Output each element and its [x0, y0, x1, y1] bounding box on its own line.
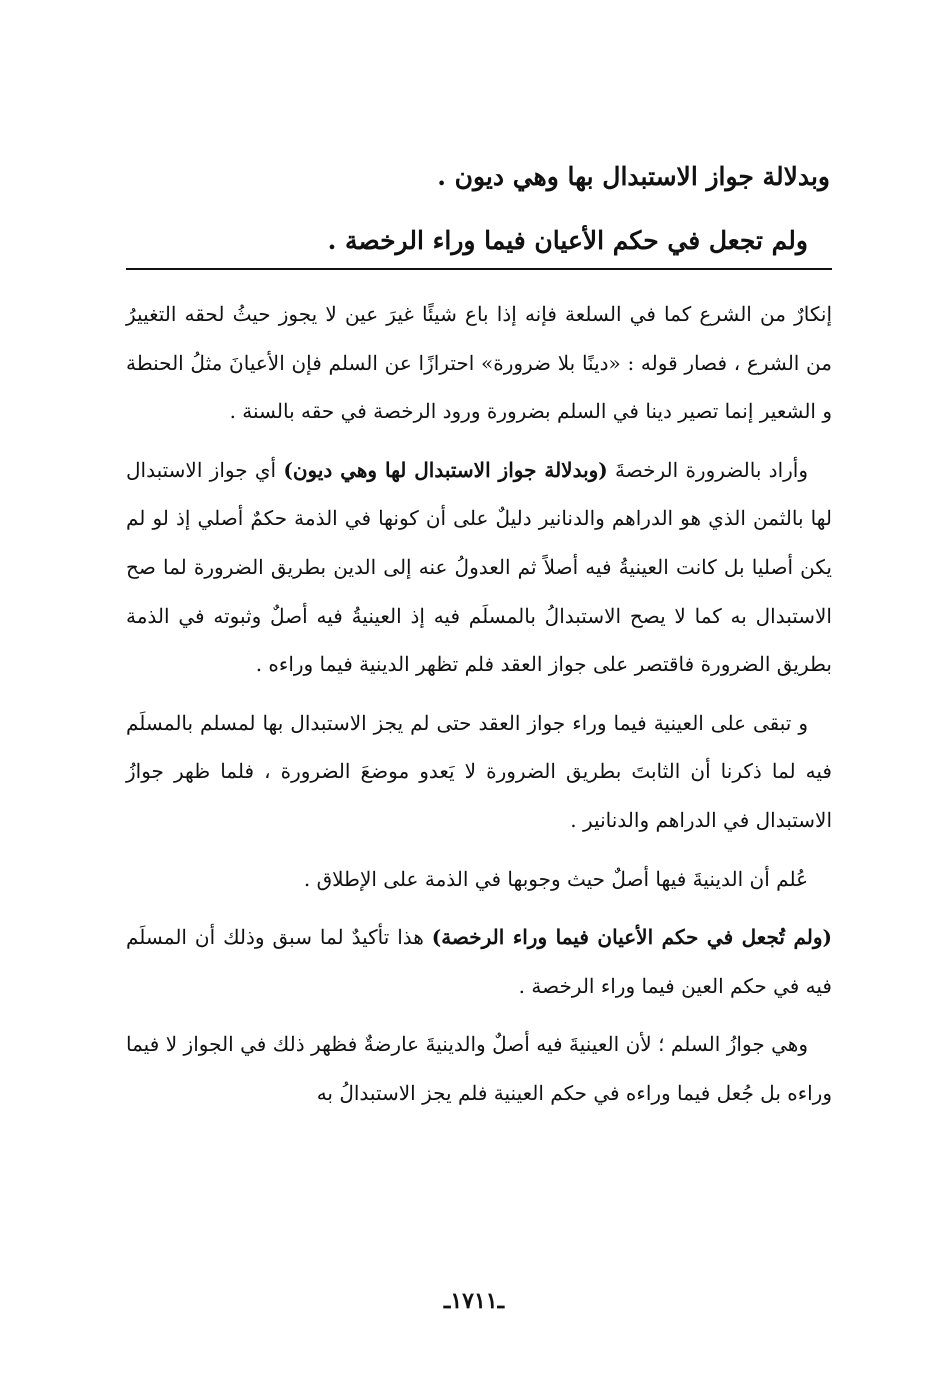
p2-quoted-matn: (وبدلالة جواز الاستبدال لها وهي ديون)	[283, 457, 608, 482]
commentary-block	[126, 290, 832, 1118]
commentary-paragraph-1: إنكارٌ من الشرع كما في السلعة فإنه إذا باع شيئًا غيرَ عين لا يجوز حيثُ لحقه التغييرُ من الشرع ، فصار قوله : «دينًا بلا ضرورة» احترازًا عن السلم فإن الأعيانَ مثلُ الحنطة و الشعير إنما تصير دينا في السلم بضرورة ورود الرخصة في حقه بالسنة .	[126, 302, 832, 424]
page-number: ـ١٧١١ـ	[443, 1288, 505, 1314]
commentary-paragraph-5	[126, 913, 832, 1010]
commentary-paragraph-2	[126, 446, 832, 689]
commentary-paragraph-4: عُلم أن الدينيةَ فيها أصلٌ حيث وجوبها في الذمة على الإطلاق .	[303, 866, 808, 891]
matn-line-1: وبدلالة جواز الاستبدال بها وهي ديون .	[437, 162, 830, 191]
commentary-paragraph-3: و تبقى على العينية فيما وراء جواز العقد حتى لم يجز الاستبدال بها لمسلم بالمسلَم فيه لما ذكرنا أن الثابتَ بطريق الضرورة لا يَعدو موضعَ الضرورة ، فلما ظهر جوازُ الاستبدال في الدراهم والدنانير .	[126, 710, 832, 832]
p5-quoted-matn: (ولم تُجعل في حكم الأعيان فيما وراء الرخصة)	[431, 925, 832, 950]
separator-rule	[126, 268, 832, 270]
p2-prefix: وأراد بالضرورة الرخصةَ	[607, 457, 809, 482]
matn-line-2: ولم تجعل في حكم الأعيان فيما وراء الرخصة .	[327, 226, 808, 255]
p5-rest: هذا تأكيدٌ لما سبق وذلك أن المسلَم فيه في حكم العين فيما وراء الرخصة .	[126, 925, 832, 998]
p2-rest: أي جواز الاستبدال لها بالثمن الذي هو الدراهم والدنانير دليلٌ على أن كونها في الذمة حكمٌ أصلي إذ لو لم يكن أصليا بل كانت العينيةُ فيه أصلاً ثم العدولُ عنه إلى الدين بطريق الضرورة لما صح الاستبدال به كما لا يصح الاستبدالُ بالمسلَم فيه إذ العينيةُ فيه أصلٌ وثبوته في الذمة بطريق الضرورة فاقتصر على جواز العقد فلم تظهر الدينية فيما وراءه .	[126, 457, 832, 677]
commentary-paragraph-6: وهي جوازُ السلم ؛ لأن العينيةَ فيه أصلٌ والدينيةَ عارضةٌ فظهر ذلك في الجواز لا فيما وراءه بل جُعل فيما وراءه في حكم العينية فلم يجز الاستبدالُ به	[126, 1032, 832, 1105]
